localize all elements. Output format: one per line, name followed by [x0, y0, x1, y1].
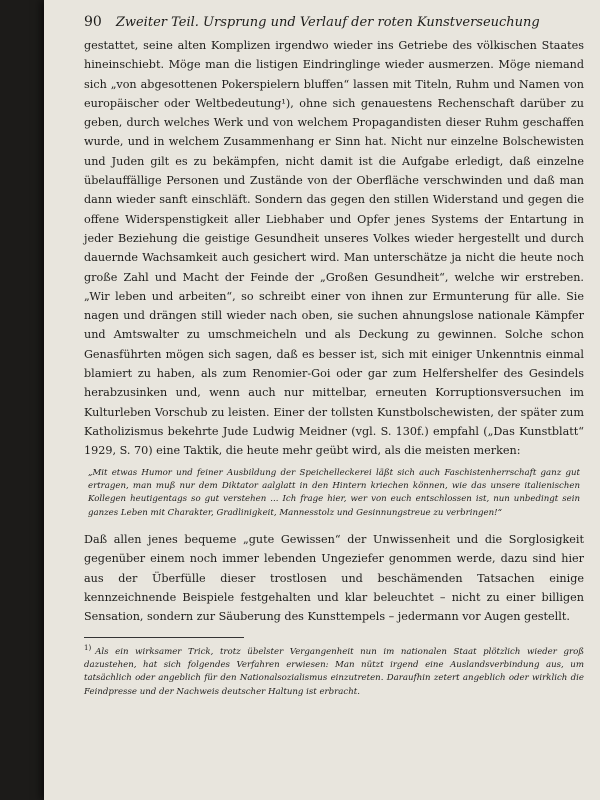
- body-paragraph-2: Daß allen jenes bequeme „gute Gewissen“ der Unwissenheit und die Sorglosigkeit gegenüber einem noch immer lebenden Ungeziefer genommen werde, dazu sind hier aus der Überfülle dieser trostlosen und beschämenden Tatsachen einige kennzeichnende Beispiele festgehalten und klar beleuchtet – nicht zu einer billigen Sensation, sondern zur Säuberung des Kunsttempels – jedermann vor Augen gestellt.: [84, 533, 584, 624]
- page-content: [84, 14, 584, 699]
- page-number: 90: [84, 14, 102, 30]
- footnote-marker: 1): [84, 643, 92, 652]
- block-quote: „Mit etwas Humor und feiner Ausbildung der Speichelleckerei läßt sich auch Faschistenherrschaft ganz gut ertragen, man muß nur dem Diktator aalglatt in den Hintern kriechen können, wie das unsere italienischen Kollegen heutigentags so gut verstehen ... Ich frage hier, wer von euch entschlossen ist, nun unbedingt sein ganzes Leben mit Charakter, Gradlinigkeit, Mannesstolz und Gesinnungstreue zu verbringen!“: [88, 467, 580, 518]
- body-paragraph-1: gestattet, seine alten Komplizen irgendwo wieder ins Getriebe des völkischen Staates hineinschiebt. Möge man die listigen Eindringlinge wieder ausmerzen. Möge niemand sich „von abgesottenen Pokerspielern bluffen“ lassen mit Titeln, Ruhm und Namen von europäischer oder Weltbedeutung¹), ohne sich genauestens Rechenschaft darüber zu geben, durch welches Werk und von welchem Propagandisten dieser Ruhm geschaffen wurde, und in welchem Zusammenhang er Sinn hat. Nicht nur einzelne Bolschewisten und Juden gilt es zu bekämpfen, nicht damit ist die Aufgabe erledigt, daß einzelne übelauffällige Personen und Zustände von der Oberfläche verschwinden und daß man dann wieder sanft einschläft. Sondern das gegen den stillen Widerstand und gegen die offene Widerspenstigkeit aller Liebhaber und Opfer jenes Systems der Entartung in jeder Beziehung die geistige Gesundheit unseres Volkes wieder hergestellt und durch dauernde Wachsamkeit auch gesichert wird. Man unterschätze ja nicht die heute noch große Zahl und Macht der Feinde der „Großen Gesundheit“, welche wir erstreben. „Wir leben und arbeiten“, so schreibt einer von ihnen zur Ermunterung für alle. Sie nagen und drängen still wieder nach oben, sie suchen ahnungslose nationale Kämpfer und Amtswalter zu umschmeicheln und als Deckung zu gewinnen. Solche schon Genasführten mögen sich sagen, daß es besser ist, sich mit einiger Unkenntnis einmal blamiert zu haben, als zum Renomier-Goi oder gar zum Helfershelfer des Gesindels herabzusinken und, wenn auch nur mittelbar, erneuten Korruptionsversuchen im Kulturleben Vorschub zu leisten. Einer der tollsten Kunstbolschewisten, der später zum Katholizismus bekehrte Jude Ludwig Meidner (vgl. S. 130f.) empfahl („Das Kunstblatt“ 1929, S. 70) eine Taktik, die heute mehr geübt wird, als die meisten merken:: [84, 39, 584, 458]
- footnote: [84, 642, 584, 699]
- book-page: [44, 0, 600, 800]
- footnote-text: Als ein wirksamer Trick, trotz übelster Vergangenheit nun im nationalen Staat plötzlich wieder groß dazustehen, hat sich folgendes Verfahren erwiesen: Man nützt irgend eine Auslandsverbindung aus, um tatsächlich oder angeblich für den Nationalsozialismus einzutreten. Daraufhin zetert angeblich oder wirklich die Feindpresse und der Nachweis deutscher Haltung ist erbracht.: [84, 646, 584, 697]
- running-title: Zweiter Teil. Ursprung und Verlauf der roten Kunstverseuchung: [115, 15, 540, 30]
- footnote-rule: [84, 637, 244, 638]
- running-head: [84, 14, 584, 36]
